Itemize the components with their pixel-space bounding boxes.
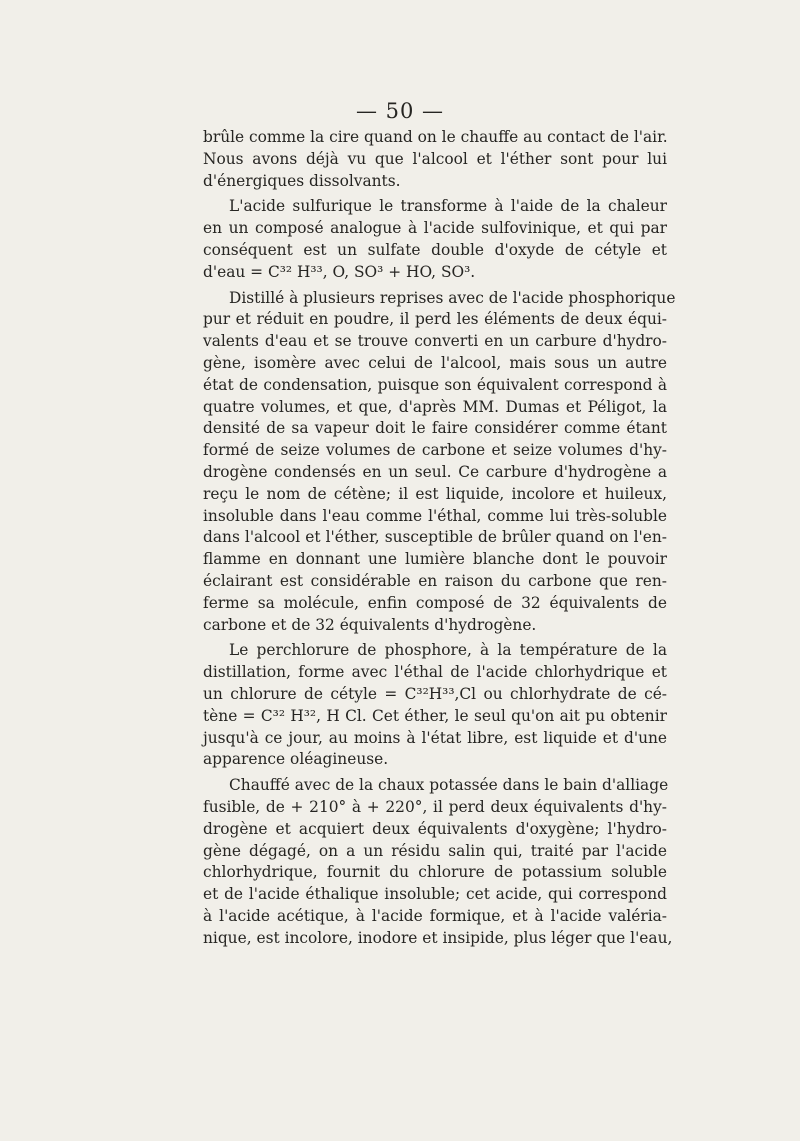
text-line: éclairant est considérable en raison du carbone que ren- — [203, 571, 667, 590]
text-line: ferme sa molécule, enfin composé de 32 équivalents de — [203, 593, 667, 612]
text-line: d'énergiques dissolvants. — [203, 171, 401, 190]
text-line: insoluble dans l'eau comme l'éthal, comme lui très-soluble — [203, 506, 667, 525]
page-number: — 50 — — [355, 99, 445, 123]
text-line: Nous avons déjà vu que l'alcool et l'éther sont pour lui — [203, 149, 667, 168]
text-line: valents d'eau et se trouve converti en un carbure d'hydro- — [203, 332, 667, 351]
text-line: un chlorure de cétyle = C³²H³³,Cl ou chlorhydrate de cé- — [203, 684, 667, 703]
text-line: densité de sa vapeur doit le faire considérer comme étant — [203, 419, 667, 438]
text-line: jusqu'à ce jour, au moins à l'état libre, est liquide et d'une — [203, 728, 667, 747]
text-line: Le perchlorure de phosphore, à la température de la — [229, 641, 667, 660]
text-line: chlorhydrique, fournit du chlorure de potassium soluble — [203, 863, 667, 882]
text-line: distillation, forme avec l'éthal de l'acide chlorhydrique et — [203, 663, 667, 682]
text-line: Chauffé avec de la chaux potassée dans le bain d'alliage — [229, 776, 669, 795]
text-line: formé de seize volumes de carbone et seize volumes d'hy- — [203, 441, 667, 460]
text-line: drogène et acquiert deux équivalents d'oxygène; l'hydro- — [203, 819, 667, 838]
text-line: d'eau = C³² H³³, O, SO³ + HO, SO³. — [203, 262, 476, 281]
text-line: conséquent est un sulfate double d'oxyde de cétyle et — [203, 240, 667, 259]
text-line: état de condensation, puisque son équivalent correspond à — [203, 375, 667, 394]
text-line: nique, est incolore, inodore et insipide, plus léger que l'eau, — [203, 928, 673, 947]
text-line: carbone et de 32 équivalents d'hydrogène. — [203, 615, 537, 634]
text-line: à l'acide acétique, à l'acide formique, et à l'acide valéria- — [203, 906, 667, 925]
text-line: en un composé analogue à l'acide sulfovinique, et qui par — [203, 219, 667, 238]
text-line: quatre volumes, et que, d'après MM. Dumas et Péligot, la — [203, 397, 667, 416]
text-line: reçu le nom de cétène; il est liquide, incolore et huileux, — [203, 484, 667, 503]
text-line: Distillé à plusieurs reprises avec de l'acide phosphorique — [229, 288, 676, 307]
text-line: gène dégagé, on a un résidu salin qui, traité par l'acide — [203, 841, 667, 860]
text-line: brûle comme la cire quand on le chauffe au contact de l'air. — [203, 128, 668, 146]
body-text — [203, 127, 676, 949]
text-line: fusible, de + 210° à + 220°, il perd deux équivalents d'hy- — [203, 797, 667, 816]
text-line: flamme en donnant une lumière blanche dont le pouvoir — [203, 550, 667, 569]
text-line: et de l'acide éthalique insoluble; cet acide, qui correspond — [203, 885, 667, 904]
text-line: drogène condensés en un seul. Ce carbure d'hydrogène a — [203, 462, 667, 481]
text-line: dans l'alcool et l'éther, susceptible de brûler quand on l'en- — [203, 528, 667, 547]
text-line: apparence oléagineuse. — [203, 750, 389, 769]
text-line: L'acide sulfurique le transforme à l'aide de la chaleur — [229, 197, 667, 216]
text-line: pur et réduit en poudre, il perd les éléments de deux équi- — [203, 310, 667, 329]
text-line: gène, isomère avec celui de l'alcool, mais sous un autre — [203, 353, 667, 372]
text-line: tène = C³² H³², H Cl. Cet éther, le seul qu'on ait pu obtenir — [203, 706, 667, 725]
